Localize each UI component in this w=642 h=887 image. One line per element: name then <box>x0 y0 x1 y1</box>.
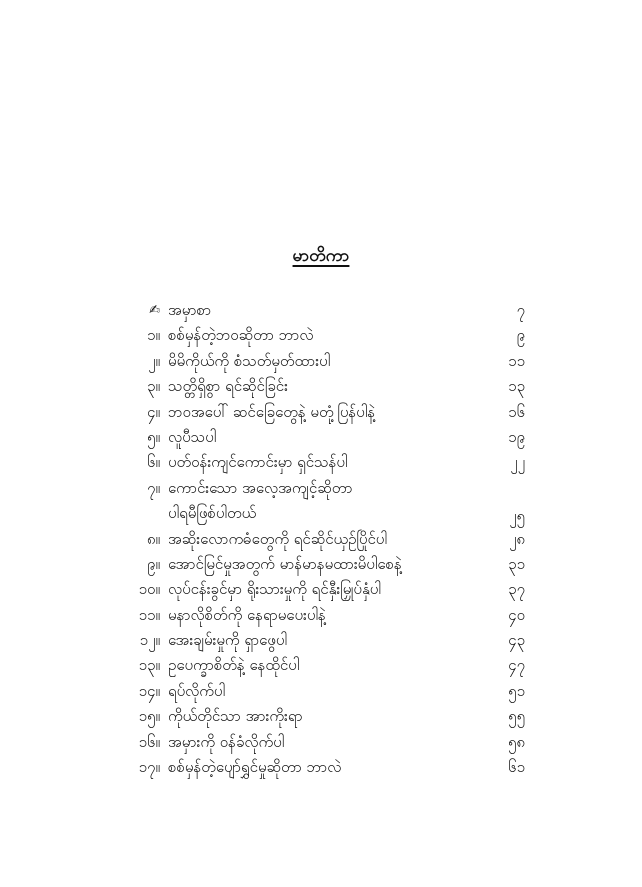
toc-entry-number: ၂။ <box>148 351 160 370</box>
toc-entry-title: အေးချမ်းမှုကို ရှာဖွေပါ <box>168 631 287 650</box>
toc-entry-page: ၃၇ <box>508 580 525 599</box>
toc-entry-page: ၇ <box>516 300 525 319</box>
toc-entry-number: ၉။ <box>147 554 160 573</box>
toc-entry-number: ၄။ <box>147 402 160 421</box>
toc-entry-page: ၅၈ <box>507 732 525 751</box>
toc-entry-number: ၁၂။ <box>139 631 160 650</box>
toc-entry-number: ၁၇။ <box>138 758 160 777</box>
toc-entry <box>120 374 525 399</box>
toc-entry-title: ဘဝအပေါ် ဆင်ခြေတွေနဲ့ မတုံ့ပြန်ပါနဲ့ <box>168 402 376 421</box>
toc-entry-title: သတ္တိရှိစွာ ရင်ဆိုင်ခြင်း <box>168 377 288 396</box>
toc-entry-number: ၈။ <box>146 529 160 548</box>
toc-entry <box>120 450 525 475</box>
toc-entry <box>120 400 525 425</box>
toc-entry-title: စစ်မှန်တဲ့ဘဝဆိုတာ ဘာလဲ <box>168 326 314 345</box>
toc-entry-title: အောင်မြင်မှုအတွက် မာန်မာနမထားမိပါစေနဲ့ <box>168 554 402 573</box>
toc-entry-number: ၁၃။ <box>138 656 160 675</box>
toc-entry <box>120 476 525 527</box>
table-of-contents <box>120 298 525 780</box>
toc-entry-marker-icon: ✍ <box>149 303 160 318</box>
toc-entry-title: လူပီသပါ <box>168 427 217 446</box>
toc-entry <box>120 527 525 552</box>
toc-entry-title: မနာလိုစိတ်ကို နေရာမပေးပါနဲ့ <box>168 605 326 624</box>
toc-entry-page: ၃၁ <box>508 554 525 573</box>
toc-entry-title: ဥပေက္ခာစိတ်နဲ့ နေထိုင်ပါ <box>168 656 300 675</box>
toc-entry-number: ၇။ <box>147 478 160 497</box>
toc-entry <box>120 628 525 653</box>
toc-entry-page: ၁၆ <box>508 402 525 421</box>
toc-entry <box>120 755 525 780</box>
toc-entry-number: ၅။ <box>147 427 160 446</box>
toc-entry <box>120 349 525 374</box>
toc-entry-title: ရပ်လိုက်ပါ <box>168 681 226 700</box>
toc-entry-page: ၂၈ <box>509 529 525 548</box>
toc-entry <box>120 425 525 450</box>
toc-entry-page: ၁၃ <box>508 377 525 396</box>
toc-entry-title: အဆိုးလောကဓံတွေကို ရင်ဆိုင်ယှဉ်ပြိုင်ပါ <box>168 529 387 548</box>
toc-entry-number: ၁၁။ <box>138 605 160 624</box>
toc-entry-page: ၅၅ <box>508 707 525 726</box>
toc-entry-number: ၃။ <box>147 377 160 396</box>
toc-entry-number: ၁၆။ <box>138 732 160 751</box>
toc-entry-page: ၁၁ <box>508 351 525 370</box>
toc-entry-title: ပတ်ဝန်းကျင်ကောင်းမှာ ရှင်သန်ပါ <box>168 453 348 472</box>
toc-entry-title-block <box>168 476 353 527</box>
toc-entry-title: အမှာစာ <box>168 301 212 319</box>
toc-entry-title: မိမိကိုယ်ကို စံသတ်မှတ်ထားပါ <box>168 351 331 370</box>
toc-entry <box>120 552 525 577</box>
toc-entry <box>120 679 525 704</box>
toc-entry-number: ၁၅။ <box>138 707 160 726</box>
toc-entry-title: ကိုယ်တိုင်သာ အားကိုးရာ <box>168 707 303 726</box>
toc-entry-number: ၁၀။ <box>138 580 160 599</box>
toc-entry <box>120 323 525 348</box>
toc-entry-page: ၂၂ <box>510 453 525 472</box>
toc-entry-page: ၂၅ <box>509 507 525 526</box>
toc-entry <box>120 577 525 602</box>
toc-entry <box>120 603 525 628</box>
toc-entry <box>120 730 525 755</box>
toc-entry-title-continued: ပါရမီဖြစ်ပါတယ် <box>168 504 257 523</box>
toc-entry-number: ၁။ <box>147 326 160 345</box>
toc-entry-title: ကောင်းသော အလေ့အကျင့်ဆိုတာ <box>168 478 353 497</box>
toc-entry-number: ၁၄။ <box>138 681 160 700</box>
toc-entry-number: ၆။ <box>147 453 160 472</box>
page-title <box>0 244 642 268</box>
toc-entry-page: ၉ <box>516 326 525 345</box>
toc-entry-page: ၄၇ <box>508 656 525 675</box>
toc-entry-title: အမှားကို ဝန်ခံလိုက်ပါ <box>168 732 285 751</box>
toc-entry-page: ၅၁ <box>508 681 525 700</box>
toc-entry-page: ၆၁ <box>508 758 525 777</box>
toc-entry-page: ၁၉ <box>508 427 525 446</box>
page-title-text: မာတိကာ <box>292 246 350 266</box>
toc-entry-page: ၄၀ <box>508 605 525 624</box>
toc-entry-title: လုပ်ငန်းခွင်မှာ ရိုးသားမှုကို ရင်နှီးမြှုပ်နှံပါ <box>168 580 381 599</box>
toc-entry <box>120 298 525 323</box>
toc-entry-title: စစ်မှန်တဲ့ပျော်ရွှင်မှုဆိုတာ ဘာလဲ <box>168 758 342 777</box>
toc-entry <box>120 704 525 729</box>
toc-entry <box>120 653 525 678</box>
toc-entry-page: ၄၃ <box>508 631 525 650</box>
